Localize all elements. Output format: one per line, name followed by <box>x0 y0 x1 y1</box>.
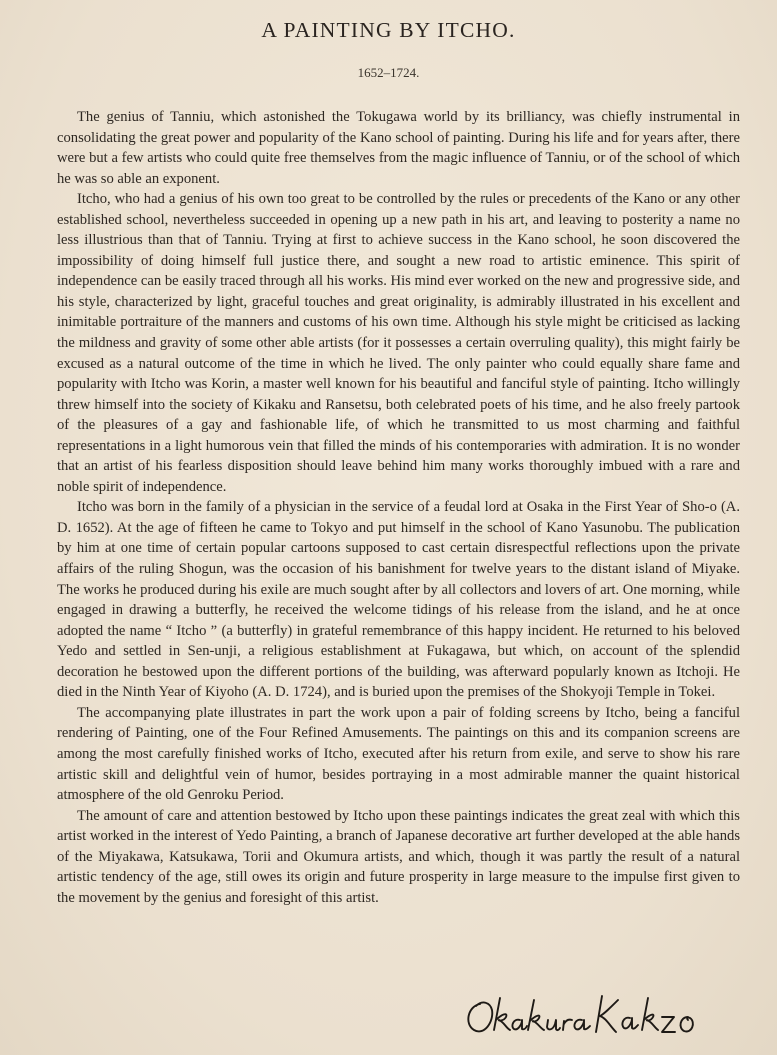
document-dates: 1652–1724. <box>357 65 420 80</box>
paragraph: Itcho was born in the family of a physician in the service of a feudal lord at Osaka in the First Year of Sho-o (A. D. 1652). At the age of fifteen he came to Tokyo and put himself in the school of Kano Yasunobu. The publication by him at one time of certain popular cartoons supposed to cast certain disrespectful reflections upon the private affairs of the ruling Shogun, was the occasion of his banishment for twelve years to the distant island of Miyake. The works he produced during his exile are much sought after by all collectors and lovers of art. One morning, while engaged in drawing a butterfly, he received the welcome tidings of his release from the island, and he at once adopted the name “ Itcho ” (a butterfly) in grateful remembrance of this happy incident. He returned to his beloved Yedo and settled in Sen-unji, a religious establishment at Fukagawa, but which, on account of the splendid decoration he bestowed upon the different portions of the building, was afterward popularly known as Itchoji. He died in the Ninth Year of Kiyoho (A. D. 1724), and is buried upon the premises of the Shokyoji Temple in Tokei. <box>57 499 740 701</box>
handwritten-signature <box>462 990 712 1050</box>
paragraph: The accompanying plate illustrates in part the work upon a pair of folding screens by Itcho, being a fanciful rendering of Painting, one of the Four Refined Amusements. The paintings on this and its companion screens are among the most carefully finished works of Itcho, executed after his return from exile, and serve to show his rare artistic skill and delightful vein of humor, besides portraying in a most admirable manner the quaint historical atmosphere of the old Genroku Period. <box>57 704 740 804</box>
document-title: A PAINTING BY ITCHO. <box>261 18 516 42</box>
document-body <box>57 107 740 908</box>
paragraph: The genius of Tanniu, which astonished the Tokugawa world by its brilliancy, was chiefly instrumental in consolidating the great power and popularity of the Kano school of painting. During his life and for years after, there were but a few artists who could quite free themselves from the magic influence of Tanniu, or of the school of which he was so able an exponent. <box>57 109 740 187</box>
paragraph: The amount of care and attention bestowed by Itcho upon these paintings indicates the great zeal with which this artist worked in the interest of Yedo Painting, a branch of Japanese decorative art further developed at the able hands of the Miyakawa, Katsukawa, Torii and Okumura artists, and which, though it was partly the result of a natural artistic tendency of the age, still owes its origin and future prosperity in large measure to the impulse first given to the movement by the genius and foresight of this artist. <box>57 807 740 906</box>
paragraph: Itcho, who had a genius of his own too great to be controlled by the rules or precedents of the Kano or any other established school, nevertheless succeeded in opening up a new path in his art, and leaving to posterity a name no less illustrious than that of Tanniu. Trying at first to achieve success in the Kano school, he soon discovered the impossibility of doing himself full justice there, and sought a new road to artistic eminence. This spirit of independence can be easily traced through all his works. His mind ever worked on the new and progressive side, and his style, characterized by light, graceful touches and great originality, is admirably illustrated in his excellent and inimitable portraiture of the manners and customs of his own time. Although his style might be criticised as lacking the mildness and gravity of some other able artists (for it possesses a certain overruling quality), this might fairly be excused as a natural outcome of the time in which he lived. The only painter who could equally share fame and popularity with Itcho was Korin, a master well known for his beautiful and fanciful style of painting. Itcho willingly threw himself into the society of Kikaku and Ransetsu, both celebrated poets of his time, and he also freely partook of the pleasures of a gay and fashionable life, of which he transmitted to us most charming and faithful representations in a light humorous vein that filled the minds of his contemporaries with admiration. It is no wonder that an artist of his fearless disposition should leave behind him many works thoroughly imbued with a rare and noble spirit of independence. <box>57 191 740 495</box>
signature-drawing <box>462 990 712 1050</box>
